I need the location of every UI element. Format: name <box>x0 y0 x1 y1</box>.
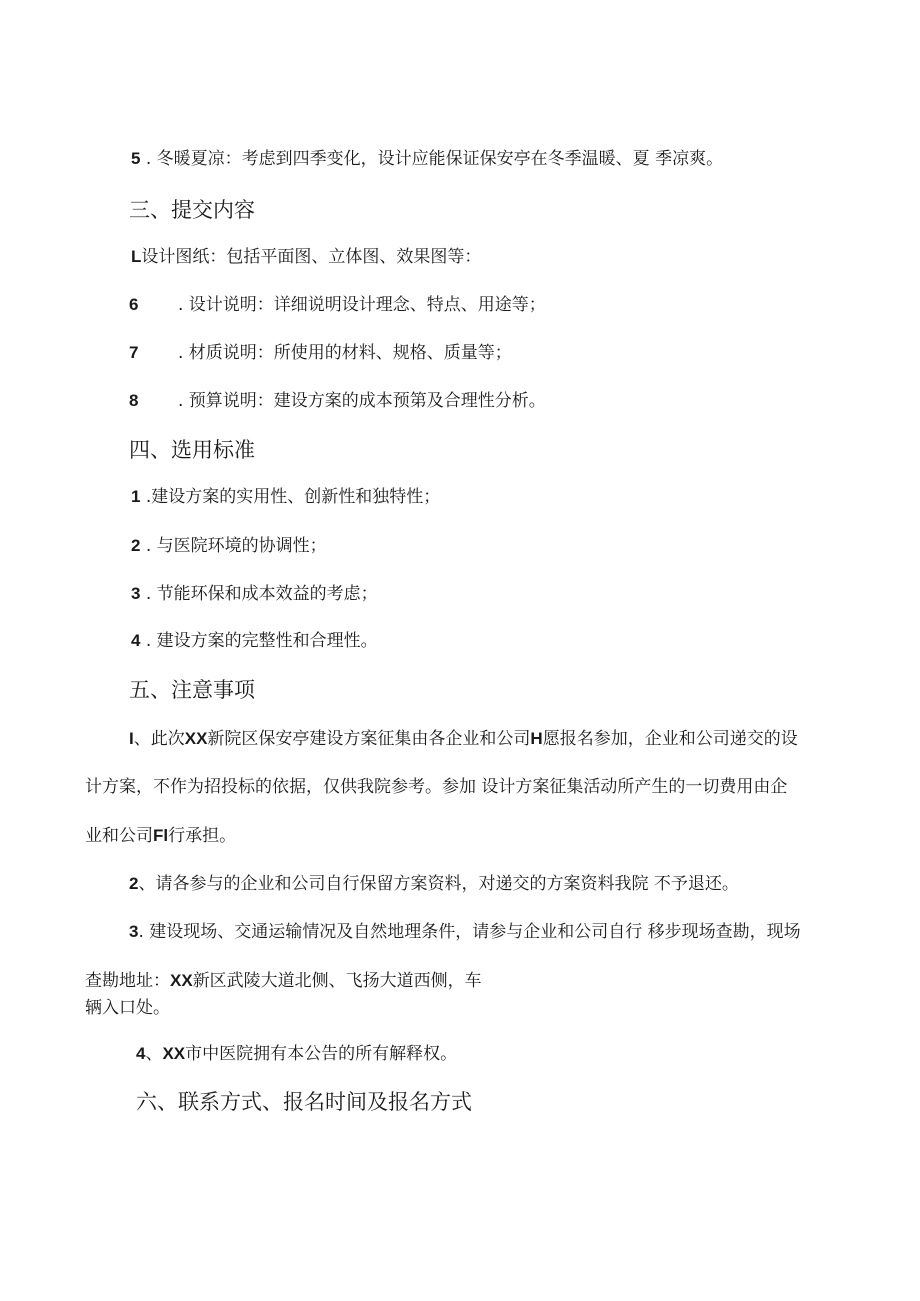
section-4-item-2-text: . 与医院环境的协调性； <box>140 536 327 556</box>
section-5-heading: 五、注意事项 <box>129 678 255 702</box>
notice-2-number: 2 <box>129 874 139 893</box>
notice-1-text-c: 愿报名参加，企业和公司递交的设 <box>542 729 798 749</box>
notice-3-xx: XX <box>170 971 193 990</box>
notice-paragraph-3-line-1 <box>129 921 801 943</box>
notice-1-text-a: 、此次 <box>133 729 185 749</box>
section-3-item-1-number: L <box>131 247 142 266</box>
notice-3-number: 3 <box>129 922 139 941</box>
section-4-item-1-number: 1 <box>131 487 141 506</box>
notice-1-line3-c: 行承担。 <box>168 826 237 846</box>
section-4-item-1-text: .建设方案的实用性、创新性和独特性； <box>140 487 441 507</box>
notice-1-h: H <box>530 729 543 748</box>
notice-4-number: 4 <box>136 1044 146 1063</box>
section-4-item-2 <box>131 535 327 557</box>
section-3-item-4-number: 8 <box>129 391 139 410</box>
notice-1-fl: Fl <box>153 826 169 845</box>
notice-paragraph-4 <box>136 1043 457 1065</box>
notice-paragraph-3-line-2 <box>85 970 482 992</box>
section-3-item-2-text: . 设计说明：详细说明设计理念、特点、用途等； <box>178 295 546 315</box>
section-4-item-3-number: 3 <box>131 584 141 603</box>
notice-paragraph-1-line-1 <box>129 728 798 750</box>
section-4-item-1 <box>131 486 440 508</box>
section-4-item-3 <box>131 583 378 605</box>
notice-3-line2-c: 新区武陵大道北侧、飞扬大道西侧，车 <box>192 971 482 991</box>
section-4-heading: 四、选用标准 <box>129 438 255 462</box>
notice-4-text: 市中医院拥有本公告的所有解释权。 <box>185 1044 458 1064</box>
notice-1-xx: XX <box>184 729 208 748</box>
item-5-text: . 冬暖夏凉：考虑到四季变化，设计应能保证保安亭在冬季温暖、夏 季凉爽。 <box>140 149 724 169</box>
section-4-item-3-text: . 节能环保和成本效益的考虑； <box>140 584 378 604</box>
section-4-item-4 <box>131 630 378 652</box>
notice-4-sep: 、 <box>145 1044 163 1064</box>
notice-paragraph-1-line-3 <box>85 825 236 847</box>
notice-1-text-b: 新院区保安亭建设方案征集由各企业和公司 <box>207 729 531 749</box>
section-3-item-3-text: . 材质说明：所使用的材料、规格、质量等； <box>178 343 512 363</box>
notice-1-number: I <box>129 729 134 748</box>
notice-3-text: . 建设现场、交通运输情况及自然地理条件，请参与企业和公司自行 移步现场查勘，现场 <box>138 922 801 942</box>
notice-paragraph-1-line-2: 计方案，不作为招投标的依据，仅供我院参考。参加 设计方案征集活动所产生的一切费用由企 <box>85 777 788 797</box>
notice-paragraph-2 <box>129 873 739 895</box>
section-3-heading: 三、提交内容 <box>129 198 255 222</box>
section-4-item-4-text: . 建设方案的完整性和合理性。 <box>140 631 378 651</box>
notice-3-line2-a: 查勘地址： <box>85 971 170 991</box>
notice-paragraph-3-line-3: 辆入口处。 <box>85 998 170 1018</box>
item-5-number: 5 <box>131 149 141 168</box>
section-3-item-1-text: 设计图纸：包括平面图、立体图、效果图等： <box>141 247 482 267</box>
section-3-item-1 <box>131 246 481 268</box>
notice-4-xx: XX <box>162 1044 186 1063</box>
section-3-item-2-number: 6 <box>129 295 139 314</box>
item-5 <box>131 148 723 170</box>
section-3-item-3-number: 7 <box>129 343 139 362</box>
section-6-heading: 六、联系方式、报名时间及报名方式 <box>136 1090 472 1114</box>
section-4-item-2-number: 2 <box>131 536 141 555</box>
notice-1-line3-a: 业和公司 <box>85 826 153 846</box>
section-3-item-4-text: . 预算说明：建设方案的成本预第及合理性分析。 <box>178 391 546 411</box>
notice-2-text: 、请各参与的企业和公司自行保留方案资料，对递交的方案资料我院 不予退还。 <box>138 874 739 894</box>
section-4-item-4-number: 4 <box>131 631 141 650</box>
